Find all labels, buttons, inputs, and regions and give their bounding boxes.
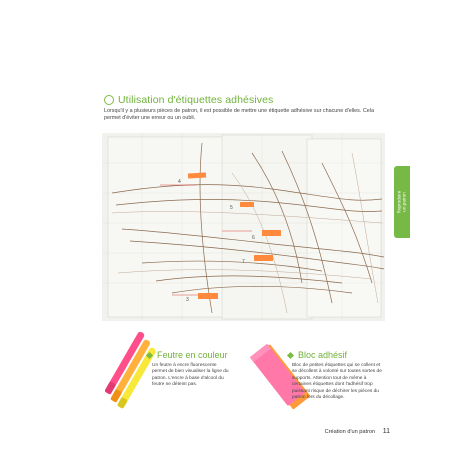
marker-title-text: Feutre en couleur: [157, 350, 228, 360]
page-number: 11: [382, 428, 390, 435]
sticker-number: 7: [242, 259, 245, 265]
section-title: Utilisation d'étiquettes adhésives: [118, 94, 274, 106]
sticker-number: 5: [230, 205, 233, 211]
chapter-tab-label: [397, 191, 408, 214]
pattern-photo: [102, 133, 385, 321]
chapter-side-tab[interactable]: [394, 166, 410, 238]
intro-paragraph: Lorsqu'il y a plusieurs pièces de patron, il est possible de mettre une étiquette adhésive sur chacune d'elles. Cela permet d'éviter une erreur ou un oubli.: [104, 108, 374, 122]
diamond-bullet-icon: [146, 351, 153, 358]
sticker-number: 3: [186, 297, 189, 303]
chapter-tab-line1: Reproduire: [396, 190, 402, 214]
notes-block-body: Bloc de petites étiquettes qui se collent et se décollent à volonté sur toutes sortes de supports. Attention tout de même à certaines étiquettes dont l'adhésif trop puissant risque de déchirer les pièces du patron lors du décollage.: [292, 363, 382, 401]
diamond-bullet-icon: [287, 351, 294, 358]
sticker-number: 4: [178, 179, 181, 185]
footer-caption: Création d'un patron: [324, 429, 376, 435]
chapter-tab-line2: un patron: [402, 192, 407, 212]
marker-block-body: Un feutre à encre fluorescente permet de bien visualiser la ligne du patron. L'encre à base d'alcool du feutre ne déteint pas.: [152, 363, 229, 388]
circle-bullet-icon: [104, 95, 114, 105]
notes-title-text: Bloc adhésif: [298, 350, 348, 360]
marker-block-title: [147, 350, 228, 360]
notes-block-title: [288, 350, 347, 360]
pattern-sheet-illustration: [102, 133, 385, 321]
section-heading: [104, 94, 273, 106]
sticker-number: 6: [252, 235, 255, 241]
page-footer: [325, 428, 390, 435]
